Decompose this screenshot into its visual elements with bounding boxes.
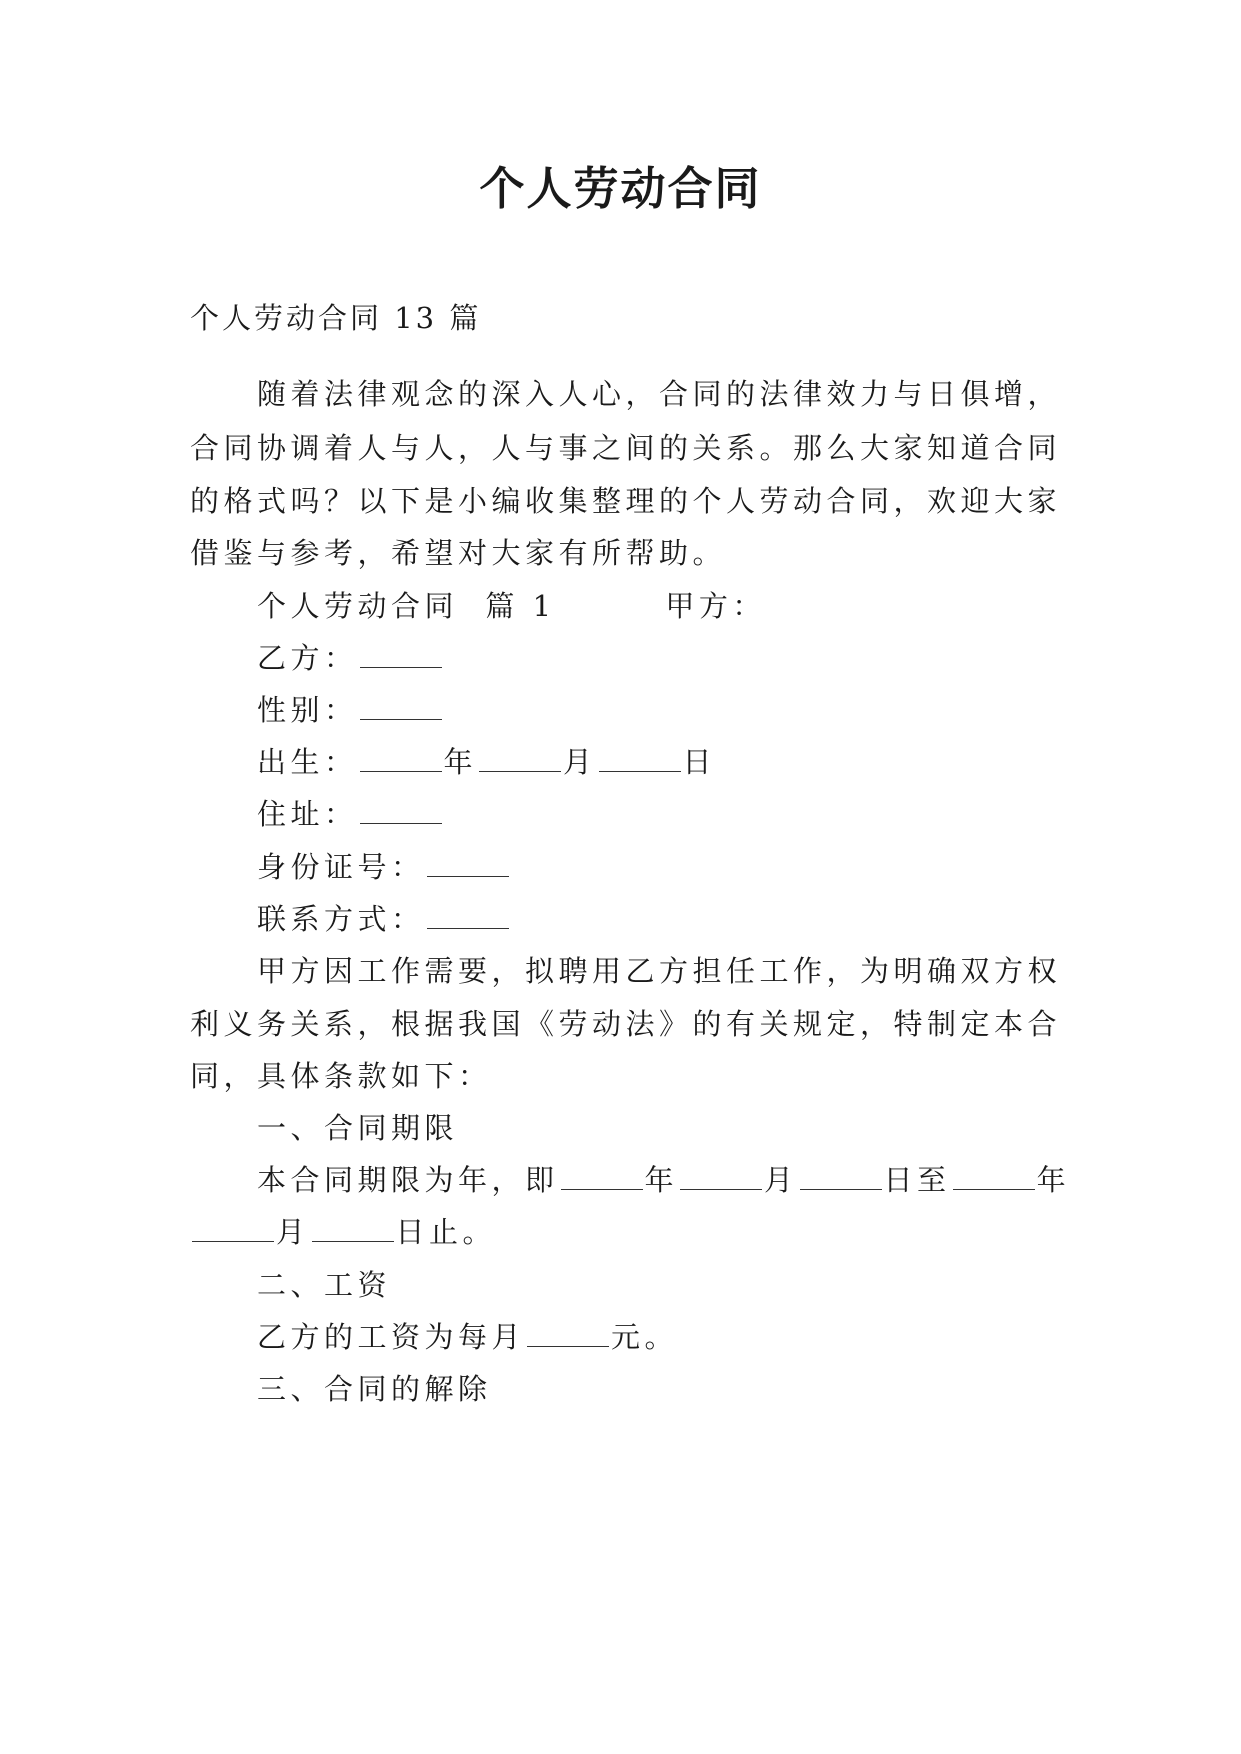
field-gender [257, 688, 444, 729]
fill-blank [427, 854, 509, 877]
field-label: 联系方式： [257, 902, 425, 936]
intro-line-1: 随着法律观念的深入人心，合同的法律效力与日俱增， [257, 377, 1062, 411]
fill-blank [360, 645, 442, 668]
field-id-number [257, 845, 511, 886]
section-heading: 个人劳动合同 篇 1 甲方： [257, 589, 766, 623]
clause-1-text-cont [190, 1210, 496, 1251]
clause-text: 本合同期限为年，即 [257, 1163, 559, 1197]
clause-text: 乙方的工资为每月 [257, 1320, 526, 1354]
field-contact [257, 897, 511, 938]
field-birth [257, 740, 716, 781]
unit-day-to: 日至 [883, 1163, 951, 1197]
field-address [257, 792, 444, 833]
fill-blank [360, 749, 442, 772]
unit-end: 日止。 [395, 1215, 497, 1249]
field-label: 乙方： [257, 641, 358, 675]
field-label: 身份证号： [257, 850, 425, 884]
fill-blank [360, 801, 442, 824]
unit-day: 日 [682, 745, 717, 779]
clause-2-text [257, 1315, 678, 1356]
fill-blank [192, 1219, 274, 1242]
clause-1-text [257, 1158, 1070, 1199]
purpose-line-1: 甲方因工作需要，拟聘用乙方担任工作，为明确双方权 [257, 954, 1062, 988]
fill-blank [427, 906, 509, 929]
unit-year: 年 [443, 745, 478, 779]
field-label: 住址： [257, 797, 358, 831]
clause-3-title: 三、合同的解除 [257, 1372, 492, 1406]
purpose-line-3: 同，具体条款如下： [190, 1059, 492, 1093]
clause-1-title: 一、合同期限 [257, 1111, 459, 1145]
document-subtitle: 个人劳动合同 13 篇 [190, 301, 482, 335]
fill-blank [599, 749, 681, 772]
unit-month: 月 [563, 745, 597, 779]
clause-2-title: 二、工资 [257, 1268, 392, 1302]
intro-line-3: 的格式吗？以下是小编收集整理的个人劳动合同，欢迎大家 [190, 484, 1062, 518]
fill-blank [527, 1324, 609, 1347]
field-party-b [257, 636, 444, 677]
unit-month: 月 [764, 1163, 798, 1197]
field-label: 性别： [257, 693, 358, 727]
fill-blank [680, 1167, 762, 1190]
fill-blank [953, 1167, 1035, 1190]
fill-blank [312, 1219, 394, 1242]
field-label: 出生： [257, 745, 358, 779]
fill-blank [561, 1167, 643, 1190]
intro-line-4: 借鉴与参考，希望对大家有所帮助。 [190, 536, 727, 570]
unit-month: 月 [276, 1215, 310, 1249]
purpose-line-2: 利义务关系，根据我国《劳动法》的有关规定，特制定本合 [190, 1007, 1062, 1041]
intro-line-2: 合同协调着人与人，人与事之间的关系。那么大家知道合同 [190, 431, 1062, 465]
fill-blank [479, 749, 561, 772]
unit-year: 年 [1036, 1163, 1071, 1197]
unit-year: 年 [644, 1163, 679, 1197]
document-title: 个人劳动合同 [479, 162, 762, 215]
unit-yuan: 元。 [611, 1320, 679, 1354]
fill-blank [360, 697, 442, 720]
fill-blank [800, 1167, 882, 1190]
